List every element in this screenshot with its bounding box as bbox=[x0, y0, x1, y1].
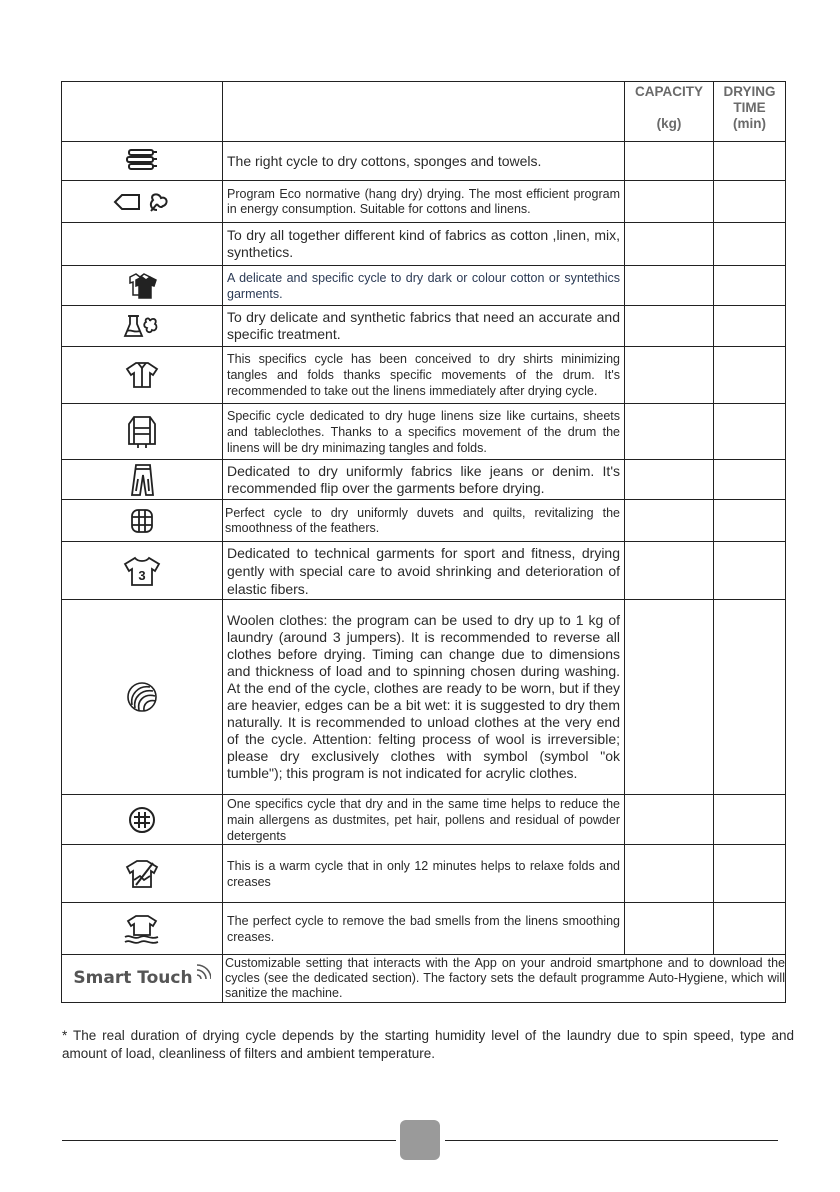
table-row bbox=[62, 403, 785, 459]
row-description: One specifics cycle that dry and in the same time helps to reduce the main allergens as dustmites, pet hair, pollens and residual of powder detergents bbox=[227, 796, 620, 843]
table-row bbox=[62, 305, 785, 346]
svg-text:3: 3 bbox=[138, 567, 146, 583]
row-description: The perfect cycle to remove the bad smells from the linens smoothing creases. bbox=[227, 914, 620, 944]
footer-rule-right bbox=[445, 1140, 778, 1141]
refresh-icon bbox=[62, 903, 222, 955]
wool-icon bbox=[62, 600, 222, 794]
anti-allergy-icon bbox=[62, 795, 222, 844]
bulky-linens-icon bbox=[62, 404, 222, 459]
row-description: Dedicated to technical garments for sport and fitness, drying gently with special care to avoid shrinking and deterioration of elastic fibers. bbox=[227, 544, 620, 597]
row-description: Woolen clothes: the program can be used to dry up to 1 kg of laundry (around 3 jumpers). It is recommended to reverse all clothes before drying. Timing can change due to dimensions and thickness of load and to spinning chosen during washing. At the end of the cycle, clothes are ready to be worn, but if they are heavier, edges can be a bit wet: it is suggested to dry them naturally. It is recommended to unload clothes at the very end of the cycle. Attention: felting process of wool is irreversible; please dry exclusively clothes with symbol (symbol "ok tumble"); this program is not indicated for acrylic clothes. bbox=[227, 612, 620, 781]
table-row bbox=[62, 844, 785, 902]
table-row bbox=[62, 346, 785, 403]
jeans-icon bbox=[62, 460, 222, 499]
row-description: A delicate and specific cycle to dry dark or colour cotton or syntethics garments. bbox=[227, 270, 620, 301]
row-description: Program Eco normative (hang dry) drying. The most efficient program in energy consumption. Suitable for cottons and linens. bbox=[227, 186, 620, 216]
wifi-signal-icon bbox=[195, 962, 211, 980]
row-description: This specifics cycle has been conceived to dry shirts minimizing tangles and folds thanks specific movements of the drum. It's recommended to take out the linens immediately after drying cycle. bbox=[227, 352, 620, 398]
smart-touch-description: Customizable setting that interacts with the App on your android smartphone and to download the cycles (see the dedicated section). The factory sets the default programme Auto-Hygiene, which will sanitize the machine. bbox=[225, 956, 785, 1000]
table-row bbox=[62, 459, 785, 499]
delicates-icon bbox=[62, 306, 222, 346]
sport-shirt-icon bbox=[62, 542, 222, 599]
eco-hang-dry-icon bbox=[62, 181, 222, 222]
row-description: To dry all together different kind of fabrics as cotton ,linen, mix, synthetics. bbox=[227, 227, 620, 260]
anti-crease-icon bbox=[62, 845, 222, 902]
table-row bbox=[62, 902, 785, 955]
row-description: Dedicated to dry uniformly fabrics like jeans or denim. It's recommended flip over the garments before drying. bbox=[227, 462, 620, 496]
shirts-icon bbox=[62, 347, 222, 403]
table-row bbox=[62, 265, 785, 305]
table-header-row bbox=[62, 82, 785, 141]
footnote: * The real duration of drying cycle depends by the starting humidity level of the laundry due to spin speed, type and amount of load, cleanliness of filters and ambient temperature. bbox=[62, 1028, 794, 1061]
towels-icon bbox=[62, 142, 222, 180]
footer-rule-left bbox=[62, 1140, 396, 1141]
smart-touch-logo bbox=[73, 968, 210, 988]
table-row bbox=[62, 180, 785, 222]
duvet-icon bbox=[62, 500, 222, 541]
table-row bbox=[62, 499, 785, 541]
table-row bbox=[62, 222, 785, 265]
smart-touch-row bbox=[61, 954, 786, 1003]
row-description: To dry delicate and synthetic fabrics that need an accurate and specific treatment. bbox=[227, 309, 620, 342]
table-row bbox=[62, 599, 785, 794]
row-description: Specific cycle dedicated to dry huge linens size like curtains, sheets and tableclothes. Thanks to a specifics movement of the drum the linens will be dry minimazing tangles and folds. bbox=[227, 408, 620, 455]
row-description: The right cycle to dry cottons, sponges and towels. bbox=[227, 152, 542, 169]
row-description: This is a warm cycle that in only 12 minutes helps to relaxe folds and creases bbox=[227, 858, 620, 889]
table-row bbox=[62, 141, 785, 180]
dark-colours-icon bbox=[62, 266, 222, 305]
drying-time-header: DRYING TIME (min) bbox=[723, 84, 776, 131]
programme-table bbox=[61, 81, 786, 955]
table-row bbox=[62, 794, 785, 844]
smart-touch-label: Smart Touch bbox=[73, 968, 193, 988]
row-description: Perfect cycle to dry uniformly duvets and quilts, revitalizing the smoothness of the feathers. bbox=[225, 505, 620, 535]
capacity-header: CAPACITY (kg) bbox=[634, 84, 703, 131]
page-number-box bbox=[400, 1120, 440, 1160]
table-row bbox=[62, 541, 785, 599]
